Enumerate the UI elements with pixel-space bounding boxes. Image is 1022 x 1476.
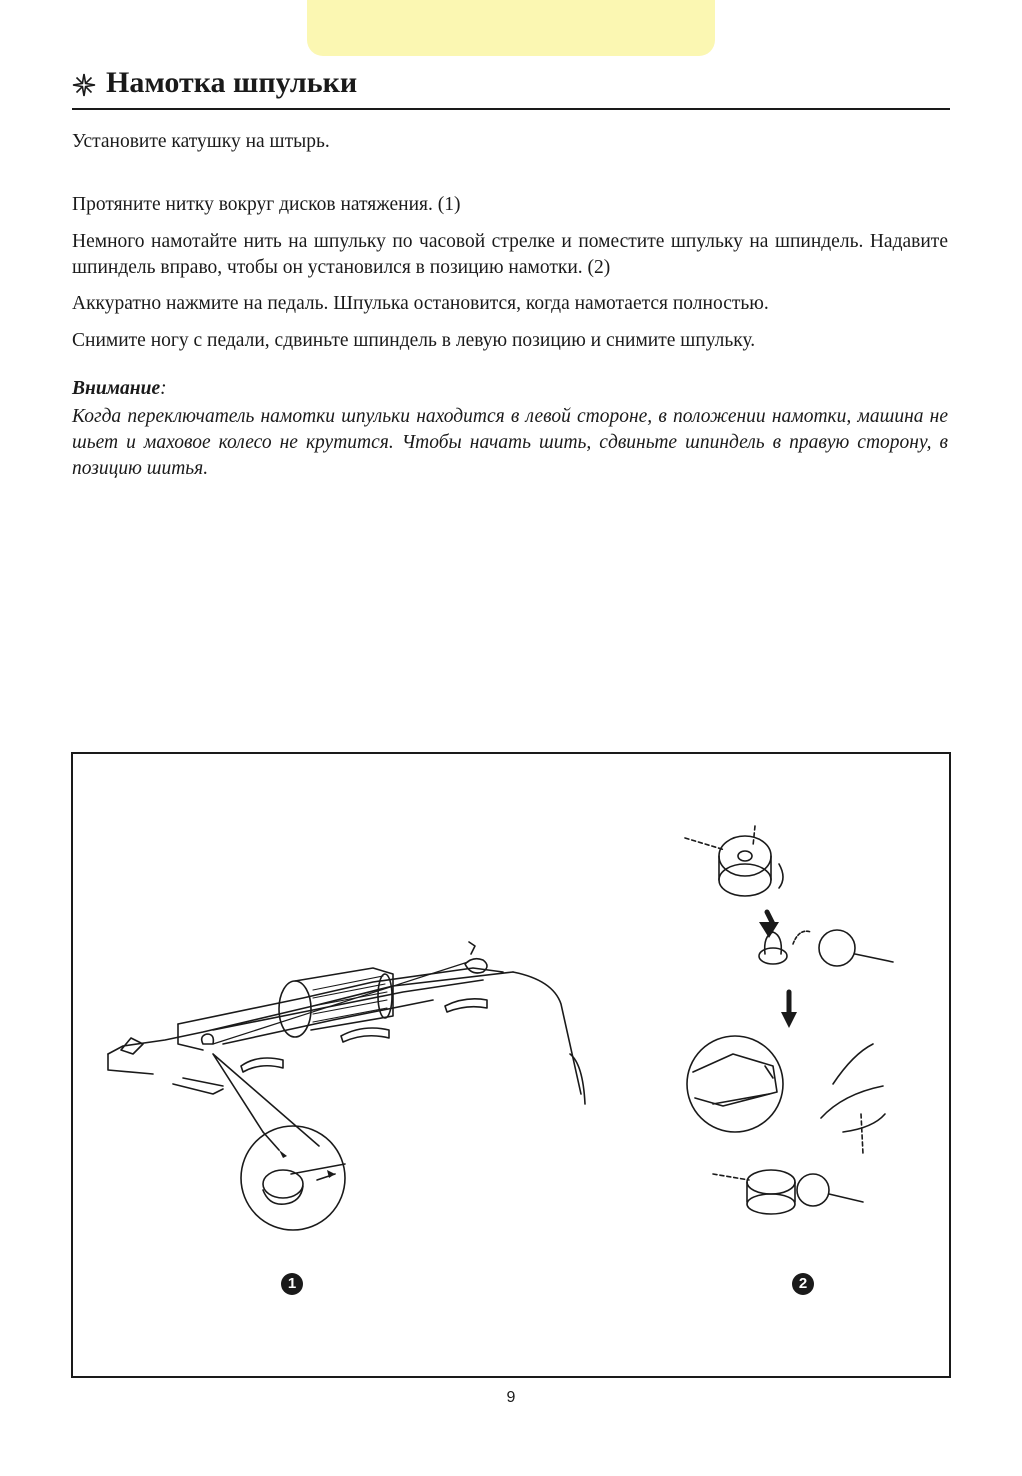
instruction-step-4: Аккуратно нажмите на педаль. Шпулька остановится, когда намотается полностью. [72, 293, 769, 314]
note-text: Когда переключатель намотки шпульки находится в левой стороне, в положении намотки, машина не шьет и маховое колесо не крутится. Чтобы начать шить, сдвиньте шпиндель в правую сторону, в позицию шитья. [72, 406, 948, 479]
illustration-frame [71, 752, 951, 1378]
page-number: 9 [506, 1389, 516, 1406]
instruction-step-5: Снимите ногу с педали, сдвиньте шпиндель в левую позицию и снимите шпульку. [72, 330, 756, 351]
note-colon: : [160, 378, 167, 399]
step-marker-2: 2 [792, 1273, 814, 1295]
bobbin-winding-illustration [73, 754, 949, 1376]
compass-star-icon [72, 73, 96, 97]
instruction-step-2: Протяните нитку вокруг дисков натяжения. (1) [72, 194, 461, 215]
direction-arrows-right [759, 922, 797, 1028]
step-marker-1: 1 [281, 1273, 303, 1295]
note-heading [72, 378, 167, 400]
note-heading-label: Внимание [72, 378, 161, 399]
instruction-step-1: Установите катушку на штырь. [72, 131, 330, 152]
sewing-machine-drawing [108, 942, 585, 1230]
direction-arrows [279, 1150, 335, 1178]
section-header [72, 64, 950, 110]
header-tab [307, 0, 715, 56]
page-title: Намотка шпульки [106, 66, 358, 99]
instruction-step-3: Немного намотайте нить на шпульку по часовой стрелке и поместите шпульку на шпиндель. Надавите шпиндель вправо, чтобы он установился в позицию намотки. (2) [72, 231, 948, 278]
